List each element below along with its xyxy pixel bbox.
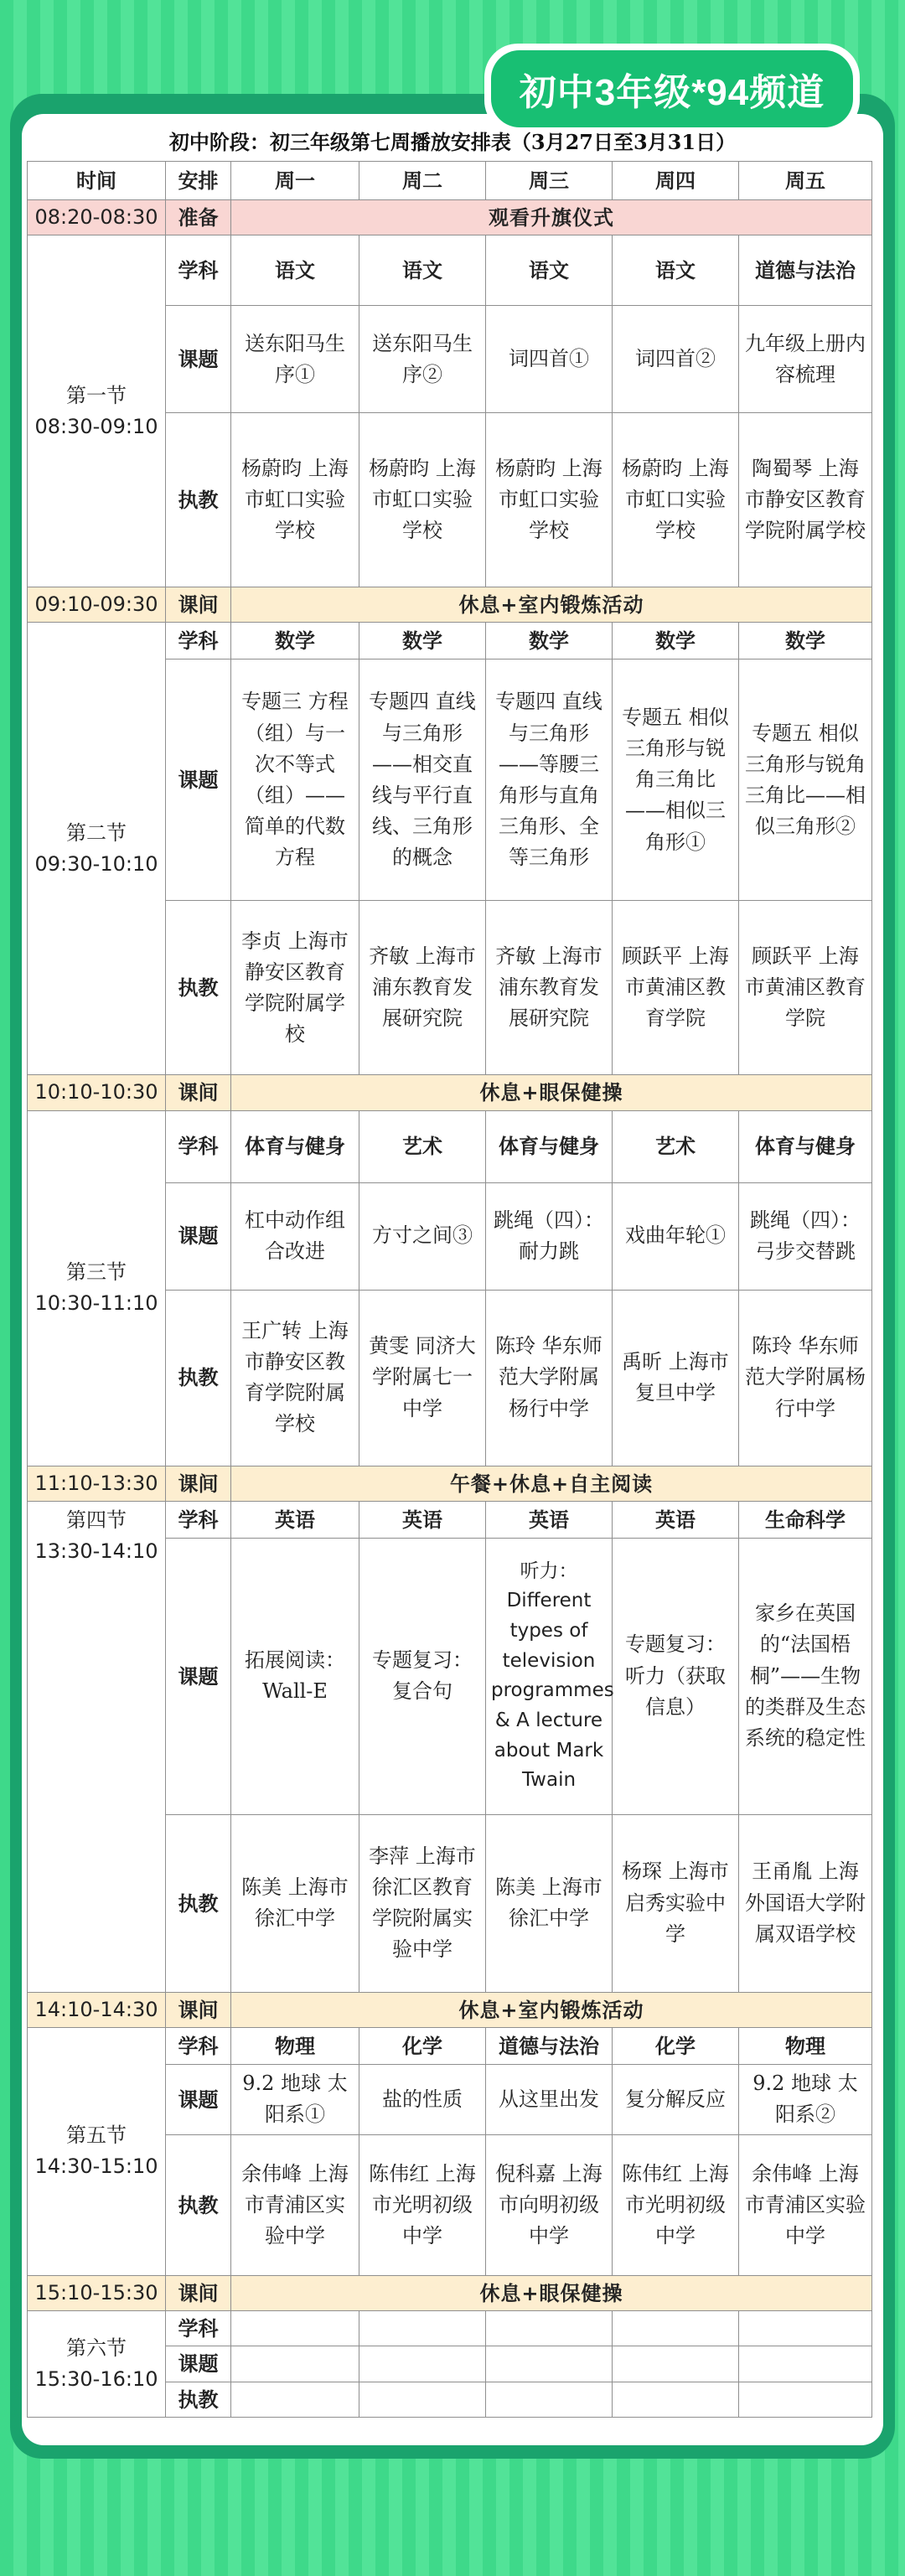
header-monday: 周一 — [231, 162, 359, 200]
break-activity: 休息+室内锻炼活动 — [231, 1992, 872, 2027]
break-row — [28, 2275, 872, 2310]
break-activity: 休息+眼保健操 — [231, 2275, 872, 2310]
break-row — [28, 1075, 872, 1110]
subject-cell — [231, 2311, 359, 2346]
header-row — [28, 162, 872, 200]
subject-cell: 化学 — [359, 2027, 486, 2064]
row-label-subject: 学科 — [166, 1110, 231, 1182]
break-row — [28, 200, 872, 235]
break-row — [28, 587, 872, 623]
break-label: 课间 — [166, 2275, 231, 2310]
topic-cell: 专题四 直线与三角形——等腰三角形与直角三角形、全等三角形 — [486, 660, 613, 901]
break-label: 课间 — [166, 1992, 231, 2027]
period-time: 08:30-09:10 — [34, 414, 158, 438]
subject-cell: 体育与健身 — [739, 1110, 872, 1182]
teacher-cell: 倪科嘉 上海市向明初级中学 — [486, 2134, 613, 2275]
topic-cell: 盐的性质 — [359, 2064, 486, 2134]
row-label-teacher: 执教 — [166, 1814, 231, 1992]
break-activity: 休息+眼保健操 — [231, 1075, 872, 1110]
teacher-cell: 李贞 上海市静安区教育学院附属学校 — [231, 901, 359, 1075]
subject-cell: 艺术 — [613, 1110, 739, 1182]
teacher-cell: 余伟峰 上海市青浦区实验中学 — [231, 2134, 359, 2275]
teacher-cell — [739, 2382, 872, 2417]
period-3-subject-row — [28, 1110, 872, 1182]
row-label-topic: 课题 — [166, 1538, 231, 1814]
break-activity: 休息+室内锻炼活动 — [231, 587, 872, 623]
teacher-cell: 陈美 上海市徐汇中学 — [231, 1814, 359, 1992]
teacher-cell: 黄雯 同济大学附属七一中学 — [359, 1290, 486, 1466]
teacher-cell: 顾跃平 上海市黄浦区教育学院 — [739, 901, 872, 1075]
topic-cell: 词四首① — [486, 306, 613, 413]
subject-cell: 数学 — [613, 623, 739, 660]
topic-cell: 从这里出发 — [486, 2064, 613, 2134]
teacher-cell: 禹昕 上海市复旦中学 — [613, 1290, 739, 1466]
topic-cell: 9.2 地球 太阳系① — [231, 2064, 359, 2134]
teacher-cell — [486, 2382, 613, 2417]
break-label: 课间 — [166, 587, 231, 623]
topic-cell: 专题五 相似三角形与锐角三角比——相似三角形② — [739, 660, 872, 901]
row-label-subject: 学科 — [166, 2311, 231, 2346]
break-activity: 午餐+休息+自主阅读 — [231, 1466, 872, 1501]
subject-cell: 生命科学 — [739, 1501, 872, 1538]
break-label: 课间 — [166, 1075, 231, 1110]
header-arrangement: 安排 — [166, 162, 231, 200]
break-row — [28, 1466, 872, 1501]
subject-cell: 化学 — [613, 2027, 739, 2064]
period-1-subject-row — [28, 235, 872, 306]
teacher-cell: 陈美 上海市徐汇中学 — [486, 1814, 613, 1992]
subject-cell — [486, 2311, 613, 2346]
topic-cell: 复分解反应 — [613, 2064, 739, 2134]
row-label-subject: 学科 — [166, 1501, 231, 1538]
teacher-cell: 王广转 上海市静安区教育学院附属学校 — [231, 1290, 359, 1466]
header-tuesday: 周二 — [359, 162, 486, 200]
break-time: 11:10-13:30 — [28, 1466, 166, 1501]
subject-cell: 物理 — [231, 2027, 359, 2064]
break-time: 10:10-10:30 — [28, 1075, 166, 1110]
channel-badge: 初中3年级*94频道 — [491, 50, 853, 127]
break-row — [28, 1992, 872, 2027]
subject-cell: 语文 — [231, 235, 359, 306]
row-label-topic: 课题 — [166, 2064, 231, 2134]
subject-cell: 语文 — [486, 235, 613, 306]
row-label-topic: 课题 — [166, 2346, 231, 2382]
teacher-cell: 陈玲 华东师范大学附属杨行中学 — [739, 1290, 872, 1466]
subject-cell: 数学 — [739, 623, 872, 660]
teacher-cell: 杨蔚昀 上海市虹口实验学校 — [486, 413, 613, 587]
subject-cell: 体育与健身 — [231, 1110, 359, 1182]
teacher-cell: 陶蜀琴 上海市静安区教育学院附属学校 — [739, 413, 872, 587]
period-time: 10:30-11:10 — [34, 1291, 158, 1316]
period-1-time-cell — [28, 235, 166, 587]
topic-cell: 杠中动作组合改进 — [231, 1182, 359, 1290]
topic-cell: 跳绳（四）：弓步交替跳 — [739, 1182, 872, 1290]
subject-cell: 数学 — [359, 623, 486, 660]
teacher-cell: 杨蔚昀 上海市虹口实验学校 — [359, 413, 486, 587]
period-5-subject-row — [28, 2027, 872, 2064]
header-time: 时间 — [28, 162, 166, 200]
topic-cell — [739, 2346, 872, 2382]
topic-cell: 听力：Different types of television programmes & A lecture about Mark Twain — [486, 1538, 613, 1814]
subject-cell: 道德与法治 — [486, 2027, 613, 2064]
period-6-time-cell — [28, 2311, 166, 2418]
period-name: 第三节 — [66, 1260, 127, 1284]
subject-cell: 道德与法治 — [739, 235, 872, 306]
teacher-cell: 齐敏 上海市浦东教育发展研究院 — [359, 901, 486, 1075]
break-time: 09:10-09:30 — [28, 587, 166, 623]
period-name: 第四节 — [66, 1508, 127, 1532]
break-label: 准备 — [166, 200, 231, 235]
teacher-cell: 陈玲 华东师范大学附属杨行中学 — [486, 1290, 613, 1466]
schedule-title: 初中阶段：初三年级第七周播放安排表（3月27日至3月31日） — [168, 130, 737, 154]
row-label-subject: 学科 — [166, 623, 231, 660]
break-time: 14:10-14:30 — [28, 1992, 166, 2027]
teacher-cell: 杨蔚昀 上海市虹口实验学校 — [613, 413, 739, 587]
period-2-subject-row — [28, 623, 872, 660]
teacher-cell: 陈伟红 上海市光明初级中学 — [613, 2134, 739, 2275]
subject-cell: 体育与健身 — [486, 1110, 613, 1182]
row-label-topic: 课题 — [166, 660, 231, 901]
row-label-teacher: 执教 — [166, 901, 231, 1075]
subject-cell: 语文 — [613, 235, 739, 306]
break-time: 08:20-08:30 — [28, 200, 166, 235]
row-label-subject: 学科 — [166, 235, 231, 306]
row-label-topic: 课题 — [166, 306, 231, 413]
period-name: 第一节 — [66, 383, 127, 407]
break-activity: 观看升旗仪式 — [231, 200, 872, 235]
teacher-cell — [231, 2382, 359, 2417]
topic-cell: 专题三 方程（组）与一次不等式（组）——简单的代数方程 — [231, 660, 359, 901]
subject-cell: 艺术 — [359, 1110, 486, 1182]
period-name: 第六节 — [66, 2335, 127, 2360]
period-3-time-cell — [28, 1110, 166, 1466]
teacher-cell: 余伟峰 上海市青浦区实验中学 — [739, 2134, 872, 2275]
topic-cell: 戏曲年轮① — [613, 1182, 739, 1290]
topic-cell: 词四首② — [613, 306, 739, 413]
period-time: 13:30-14:10 — [34, 1539, 158, 1563]
subject-cell — [359, 2311, 486, 2346]
teacher-cell: 杨蔚昀 上海市虹口实验学校 — [231, 413, 359, 587]
period-5-time-cell — [28, 2027, 166, 2275]
subject-cell: 数学 — [231, 623, 359, 660]
topic-cell: 送东阳马生序② — [359, 306, 486, 413]
subject-cell: 语文 — [359, 235, 486, 306]
subject-cell: 英语 — [359, 1501, 486, 1538]
teacher-cell: 陈伟红 上海市光明初级中学 — [359, 2134, 486, 2275]
row-label-topic: 课题 — [166, 1182, 231, 1290]
topic-cell — [486, 2346, 613, 2382]
period-name: 第五节 — [66, 2123, 127, 2148]
topic-cell — [231, 2346, 359, 2382]
topic-cell: 送东阳马生序① — [231, 306, 359, 413]
period-4-time-cell — [28, 1501, 166, 1992]
subject-cell: 物理 — [739, 2027, 872, 2064]
period-4-subject-row — [28, 1501, 872, 1538]
subject-cell: 数学 — [486, 623, 613, 660]
header-wednesday: 周三 — [486, 162, 613, 200]
teacher-cell: 王甬胤 上海外国语大学附属双语学校 — [739, 1814, 872, 1992]
period-6-subject-row — [28, 2311, 872, 2346]
topic-cell: 专题四 直线与三角形——相交直线与平行直线、三角形的概念 — [359, 660, 486, 901]
teacher-cell: 顾跃平 上海市黄浦区教育学院 — [613, 901, 739, 1075]
period-time: 15:30-16:10 — [34, 2367, 158, 2391]
row-label-subject: 学科 — [166, 2027, 231, 2064]
header-thursday: 周四 — [613, 162, 739, 200]
schedule-table — [27, 161, 872, 2418]
topic-cell: 9.2 地球 太阳系② — [739, 2064, 872, 2134]
topic-cell — [359, 2346, 486, 2382]
subject-cell: 英语 — [231, 1501, 359, 1538]
teacher-cell: 齐敏 上海市浦东教育发展研究院 — [486, 901, 613, 1075]
period-time: 09:30-10:10 — [34, 851, 158, 876]
topic-cell: 跳绳（四）：耐力跳 — [486, 1182, 613, 1290]
topic-cell: 方寸之间③ — [359, 1182, 486, 1290]
subject-cell: 英语 — [486, 1501, 613, 1538]
period-2-time-cell — [28, 623, 166, 1075]
topic-cell: 家乡在英国的“法国梧桐”——生物的类群及生态系统的稳定性 — [739, 1538, 872, 1814]
row-label-teacher: 执教 — [166, 2134, 231, 2275]
teacher-cell: 李萍 上海市徐汇区教育学院附属实验中学 — [359, 1814, 486, 1992]
subject-cell: 英语 — [613, 1501, 739, 1538]
break-time: 15:10-15:30 — [28, 2275, 166, 2310]
row-label-teacher: 执教 — [166, 2382, 231, 2417]
teacher-cell: 杨琛 上海市启秀实验中学 — [613, 1814, 739, 1992]
teacher-cell — [359, 2382, 486, 2417]
topic-cell — [613, 2346, 739, 2382]
subject-cell — [739, 2311, 872, 2346]
teacher-cell — [613, 2382, 739, 2417]
topic-cell: 专题五 相似三角形与锐角三角比——相似三角形① — [613, 660, 739, 901]
period-time: 14:30-15:10 — [34, 2154, 158, 2179]
topic-cell: 专题复习：听力（获取信息） — [613, 1538, 739, 1814]
topic-cell: 专题复习：复合句 — [359, 1538, 486, 1814]
row-label-teacher: 执教 — [166, 1290, 231, 1466]
period-name: 第二节 — [66, 820, 127, 845]
topic-cell: 九年级上册内容梳理 — [739, 306, 872, 413]
row-label-teacher: 执教 — [166, 413, 231, 587]
break-label: 课间 — [166, 1466, 231, 1501]
subject-cell — [613, 2311, 739, 2346]
topic-cell: 拓展阅读：Wall-E — [231, 1538, 359, 1814]
header-friday: 周五 — [739, 162, 872, 200]
